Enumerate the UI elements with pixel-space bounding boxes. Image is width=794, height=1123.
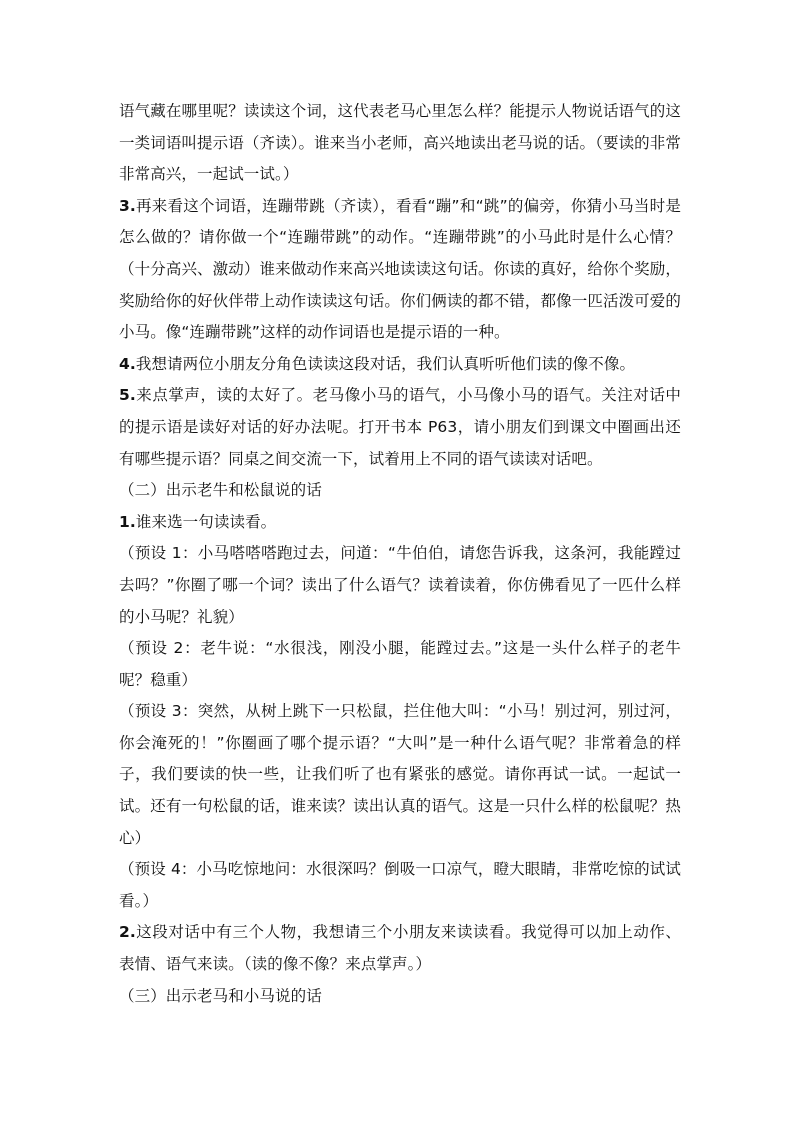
paragraph-text: 再来看这个词语，连蹦带跳（齐读），看看“蹦”和“跳”的偏旁，你猜小马当时是怎么做的？请你做一个“连蹦带跳”的动作。“连蹦带跳”的小马此时是什么心情？（十分高兴、激动）谁来做动作来高兴地读读这句话。你读的真好，给你个奖励，奖励给你的好伙伴带上动作读读这句话。你们俩读的都不错，都像一匹活泼可爱的小马。像“连蹦带跳”这样的动作词语也是提示语的一种。 <box>119 196 681 342</box>
paragraph-text: （二）出示老牛和松鼠说的话 <box>119 481 322 500</box>
paragraph <box>119 349 681 381</box>
paragraph-text: （预设 4：小马吃惊地问：水很深吗？倒吸一口凉气，瞪大眼睛，非常吃惊的试试看。） <box>119 860 681 910</box>
document-body <box>119 96 681 1012</box>
paragraph-text: （预设 1：小马嗒嗒嗒跑过去，问道：“牛伯伯，请您告诉我，这条河，我能蹚过去吗？”你圈了哪一个词？读出了什么语气？读着读着，你仿佛看见了一匹什么样的小马呢？礼貌） <box>119 544 681 626</box>
paragraph-text: （三）出示老马和小马说的话 <box>119 986 322 1005</box>
paragraph-text: 语气藏在哪里呢？读读这个词，这代表老马心里怎么样？能提示人物说话语气的这一类词语叫提示语（齐读）。谁来当小老师，高兴地读出老马说的话。（要读的非常非常高兴，一起试一试。） <box>119 102 681 184</box>
paragraph-text: （预设 3：突然，从树上跳下一只松鼠，拦住他大叫：“小马！别过河，别过河，你会淹死的！”你圈画了哪个提示语？“大叫”是一种什么语气呢？非常着急的样子，我们要读的快一些，让我们听了也有紧张的感觉。请你再试一试。一起试一试。还有一句松鼠的话，谁来读？读出认真的语气。这是一只什么样的松鼠呢？热心） <box>119 702 681 847</box>
paragraph-text: 谁来选一句读读看。 <box>135 512 277 531</box>
paragraph-number: 5. <box>119 386 136 405</box>
paragraph-number: 4. <box>119 354 136 373</box>
paragraph-number: 3. <box>119 196 136 215</box>
paragraph <box>119 96 681 191</box>
section-heading <box>119 981 681 1013</box>
paragraph-number: 2. <box>119 923 136 942</box>
paragraph <box>119 380 681 475</box>
paragraph <box>119 538 681 633</box>
paragraph <box>119 633 681 696</box>
section-heading <box>119 475 681 507</box>
paragraph <box>119 917 681 980</box>
paragraph-number: 1. <box>119 512 136 531</box>
paragraph <box>119 696 681 854</box>
paragraph <box>119 507 681 539</box>
paragraph <box>119 191 681 349</box>
paragraph-text: 来点掌声，读的太好了。老马像小马的语气，小马像小马的语气。关注对话中的提示语是读好对话的好办法呢。打开书本 P63，请小朋友们到课文中圈画出还有哪些提示语？同桌之间交流一下，试着用上不同的语气读读对话吧。 <box>119 386 681 468</box>
paragraph-text: （预设 2：老牛说：“水很浅，刚没小腿，能蹚过去。”这是一头什么样子的老牛呢？稳重） <box>119 639 681 689</box>
paragraph-text: 这段对话中有三个人物，我想请三个小朋友来读读看。我觉得可以加上动作、表情、语气来读。（读的像不像？来点掌声。） <box>119 923 681 974</box>
paragraph-text: 我想请两位小朋友分角色读读这段对话，我们认真听听他们读的像不像。 <box>135 354 636 373</box>
paragraph <box>119 854 681 917</box>
